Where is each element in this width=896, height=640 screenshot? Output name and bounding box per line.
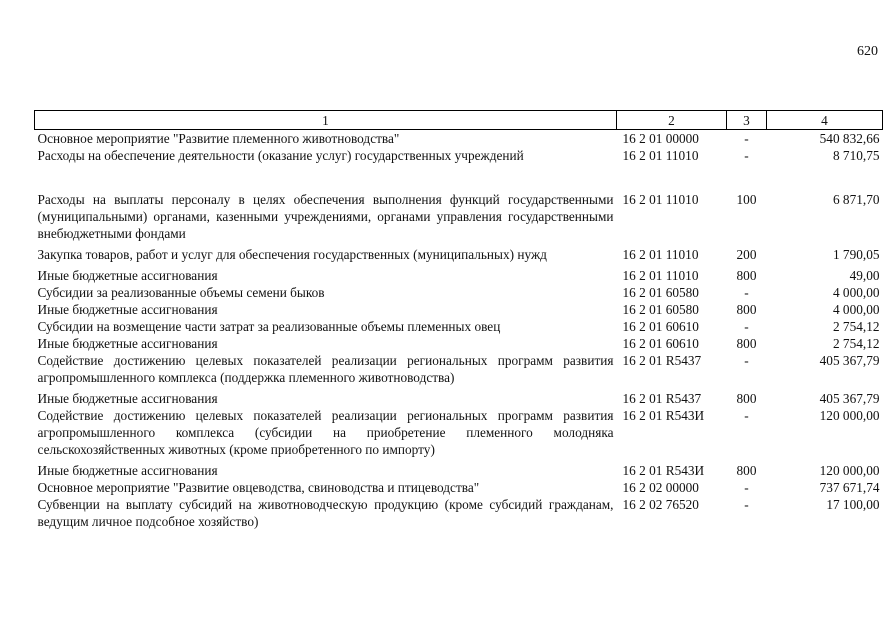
row-expense-type: - (744, 131, 749, 146)
row-code: 16 2 01 11010 (622, 192, 699, 207)
row-sum: 120 000,00 (819, 408, 880, 423)
row-name: Расходы на обеспечение деятельности (оказание услуг) государственных учреждений (37, 148, 524, 163)
table-row (35, 335, 883, 352)
page-number: 620 (857, 44, 878, 59)
header-col-2: 2 (617, 111, 727, 130)
row-expense-type: - (744, 408, 749, 423)
row-name: Основное мероприятие "Развитие овцеводства, свиноводства и птицеводства" (37, 480, 480, 495)
row-code: 16 2 01 60580 (622, 302, 699, 317)
table-row (35, 318, 883, 335)
row-sum: 6 871,70 (832, 192, 880, 207)
row-name: Субвенции на выплату субсидий на животноводческую продукцию (кроме субсидий гражданам, ведущим личное подсобное хозяйство) (37, 497, 614, 529)
row-name: Закупка товаров, работ и услуг для обеспечения государственных (муниципальных) нужд (37, 247, 547, 262)
row-sum: 405 367,79 (819, 353, 880, 368)
row-name: Иные бюджетные ассигнования (37, 336, 218, 351)
row-name: Основное мероприятие "Развитие племенного животноводства" (37, 131, 400, 146)
table-row (35, 407, 883, 458)
row-code: 16 2 01 00000 (622, 131, 699, 146)
row-name: Иные бюджетные ассигнования (37, 302, 218, 317)
row-sum: 2 754,12 (832, 319, 880, 334)
table-row (35, 242, 883, 263)
row-code: 16 2 01 60580 (622, 285, 699, 300)
row-expense-type: 800 (736, 268, 757, 283)
budget-table (34, 110, 883, 530)
row-name: Субсидии за реализованные объемы семени быков (37, 285, 325, 300)
header-col-1: 1 (35, 111, 617, 130)
row-code: 16 2 01 11010 (622, 148, 699, 163)
row-sum: 17 100,00 (826, 497, 880, 512)
header-col-4: 4 (767, 111, 883, 130)
row-code: 16 2 01 R5437 (622, 391, 702, 406)
row-expense-type: 800 (736, 391, 757, 406)
row-name: Иные бюджетные ассигнования (37, 463, 218, 478)
row-code: 16 2 01 R543И (622, 408, 705, 423)
row-expense-type: 200 (736, 247, 757, 262)
row-sum: 49,00 (849, 268, 880, 283)
row-code: 16 2 01 11010 (622, 247, 699, 262)
table-row (35, 263, 883, 284)
row-name: Содействие достижению целевых показателей реализации региональных программ развития агропромышленного комплекса (субсидии на приобретение племенного молодняка сельскохозяйственных животных (кроме приобретенного по импорту) (37, 408, 614, 457)
row-sum: 737 671,74 (819, 480, 880, 495)
row-expense-type: - (744, 285, 749, 300)
table-row (35, 479, 883, 496)
row-sum: 1 790,05 (832, 247, 880, 262)
row-name: Субсидии на возмещение части затрат за реализованные объемы племенных овец (37, 319, 501, 334)
table-row (35, 147, 883, 164)
row-expense-type: - (744, 319, 749, 334)
table-row (35, 284, 883, 301)
table-row (35, 496, 883, 530)
row-name: Содействие достижению целевых показателей реализации региональных программ развития агропромышленного комплекса (поддержка племенного животноводства) (37, 353, 614, 385)
row-code: 16 2 01 60610 (622, 319, 699, 334)
row-expense-type: - (744, 148, 749, 163)
row-expense-type: 800 (736, 302, 757, 317)
row-sum: 120 000,00 (819, 463, 880, 478)
row-code: 16 2 01 60610 (622, 336, 699, 351)
table-row (35, 352, 883, 386)
row-expense-type: - (744, 353, 749, 368)
row-name: Иные бюджетные ассигнования (37, 268, 218, 283)
row-sum: 2 754,12 (832, 336, 880, 351)
table-row (35, 164, 883, 242)
row-expense-type: - (744, 480, 749, 495)
row-code: 16 2 01 11010 (622, 268, 699, 283)
table-row (35, 301, 883, 318)
row-expense-type: - (744, 497, 749, 512)
row-sum: 540 832,66 (819, 131, 880, 146)
row-name: Иные бюджетные ассигнования (37, 391, 218, 406)
row-code: 16 2 01 R543И (622, 463, 705, 478)
row-expense-type: 800 (736, 463, 757, 478)
row-code: 16 2 01 R5437 (622, 353, 702, 368)
row-code: 16 2 02 76520 (622, 497, 699, 512)
row-sum: 4 000,00 (832, 302, 880, 317)
table-row (35, 386, 883, 407)
row-sum: 4 000,00 (832, 285, 880, 300)
row-sum: 405 367,79 (819, 391, 880, 406)
row-sum: 8 710,75 (832, 148, 880, 163)
header-col-3: 3 (727, 111, 767, 130)
table-row (35, 130, 883, 148)
row-name: Расходы на выплаты персоналу в целях обеспечения выполнения функций государственными (муниципальными) органами, казенными учреждениями, органами управления государственными внебюджетными фондами (37, 192, 614, 241)
row-code: 16 2 02 00000 (622, 480, 699, 495)
table-row (35, 458, 883, 479)
row-expense-type: 800 (736, 336, 757, 351)
row-expense-type: 100 (736, 192, 757, 207)
header-row (35, 111, 883, 130)
